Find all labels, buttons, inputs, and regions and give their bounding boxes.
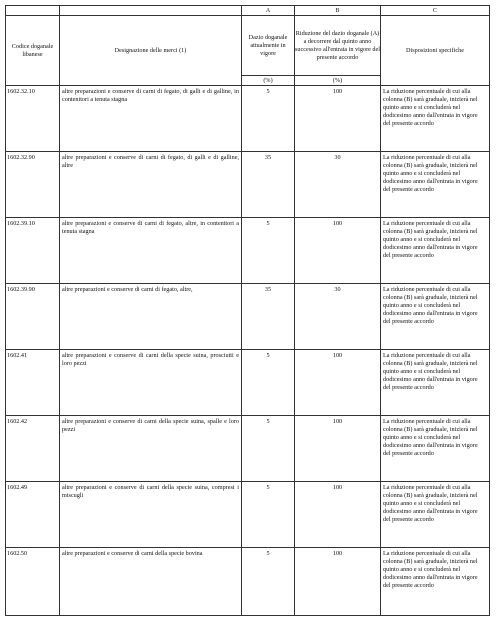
column-letter-b: B	[295, 6, 381, 16]
specific-provisions: La riduzione percentuale di cui alla colonna (B) sarà graduale, inizierà nel quinto anno e si concluderà nel dodicesimo anno dall'entrata in vigore del presente accordo	[381, 86, 490, 152]
table-row	[6, 416, 490, 482]
commodity-code: 1602.39.10	[6, 218, 60, 284]
duty-reduction: 30	[295, 152, 381, 218]
commodity-code: 1602.32.90	[6, 152, 60, 218]
duty-current: 5	[242, 86, 295, 152]
blank-cell	[60, 6, 242, 16]
unit-col-b: (%)	[295, 76, 381, 86]
specific-provisions: La riduzione percentuale di cui alla colonna (B) sarà graduale, inizierà nel quinto anno e si concluderà nel dodicesimo anno dall'entrata in vigore del presente accordo	[381, 416, 490, 482]
duty-reduction: 100	[295, 482, 381, 548]
duty-reduction: 100	[295, 416, 381, 482]
header-row	[6, 16, 490, 76]
duty-current: 5	[242, 218, 295, 284]
duty-reduction: 100	[295, 86, 381, 152]
header-col-b: Riduzione del dazio doganale (A) a decorrere dal quinto anno successivo all'entrata in vigore del presente accordo	[295, 16, 381, 76]
duty-current: 5	[242, 350, 295, 416]
duty-reduction: 100	[295, 350, 381, 416]
commodity-description: altre preparazioni e conserve di carni di fegato, altre, in contenitori a tenuta stagna	[60, 218, 242, 284]
column-letter-row	[6, 6, 490, 16]
table-row	[6, 218, 490, 284]
specific-provisions: La riduzione percentuale di cui alla colonna (B) sarà graduale, inizierà nel quinto anno e si concluderà nel dodicesimo anno dall'entrata in vigore del presente accordo	[381, 482, 490, 548]
column-letter-c: C	[381, 6, 490, 16]
specific-provisions: La riduzione percentuale di cui alla colonna (B) sarà graduale, inizierà nel quinto anno e si concluderà nel dodicesimo anno dall'entrata in vigore del presente accordo	[381, 152, 490, 218]
specific-provisions: La riduzione percentuale di cui alla colonna (B) sarà graduale, inizierà nel quinto anno e si concluderà nel dodicesimo anno dall'entrata in vigore del presente accordo	[381, 548, 490, 616]
commodity-description: altre preparazioni e conserve di carni della specie suina, compresi i miscugli	[60, 482, 242, 548]
specific-provisions: La riduzione percentuale di cui alla colonna (B) sarà graduale, inizierà nel quinto anno e si concluderà nel dodicesimo anno dall'entrata in vigore del presente accordo	[381, 350, 490, 416]
tariff-table-body	[6, 6, 490, 616]
table-row	[6, 284, 490, 350]
commodity-description: altre preparazioni e conserve di carni di fegato, altre,	[60, 284, 242, 350]
header-description: Designazione delle merci (1)	[60, 16, 242, 86]
commodity-description: altre preparazioni e conserve di carni della specie suina, spalle e loro pezzi	[60, 416, 242, 482]
tariff-table	[5, 5, 490, 616]
table-row	[6, 152, 490, 218]
commodity-code: 1602.50	[6, 548, 60, 616]
duty-reduction: 100	[295, 218, 381, 284]
commodity-description: altre preparazioni e conserve di carni di fegato, di galli e di galline, altre	[60, 152, 242, 218]
duty-current: 5	[242, 482, 295, 548]
specific-provisions: La riduzione percentuale di cui alla colonna (B) sarà graduale, inizierà nel quinto anno e si concluderà nel dodicesimo anno dall'entrata in vigore del presente accordo	[381, 218, 490, 284]
commodity-code: 1602.39.90	[6, 284, 60, 350]
table-row	[6, 482, 490, 548]
table-row	[6, 548, 490, 616]
commodity-code: 1602.32.10	[6, 86, 60, 152]
commodity-code: 1602.49	[6, 482, 60, 548]
header-col-a: Dazio doganale attualmente in vigore	[242, 16, 295, 76]
duty-reduction: 100	[295, 548, 381, 616]
blank-cell	[6, 6, 60, 16]
header-code: Codice doganale libanese	[6, 16, 60, 86]
duty-current: 35	[242, 284, 295, 350]
header-col-c: Disposizioni specifiche	[381, 16, 490, 86]
specific-provisions: La riduzione percentuale di cui alla colonna (B) sarà graduale, inizierà nel quinto anno e si concluderà nel dodicesimo anno dall'entrata in vigore del presente accordo	[381, 284, 490, 350]
commodity-code: 1602.41	[6, 350, 60, 416]
duty-current: 5	[242, 416, 295, 482]
duty-current: 35	[242, 152, 295, 218]
table-row	[6, 350, 490, 416]
document-page	[5, 5, 490, 616]
duty-reduction: 30	[295, 284, 381, 350]
table-row	[6, 86, 490, 152]
duty-current: 5	[242, 548, 295, 616]
commodity-description: altre preparazioni e conserve di carni della specie suina, prosciutti e loro pezzi	[60, 350, 242, 416]
unit-col-a: (%)	[242, 76, 295, 86]
commodity-code: 1602.42	[6, 416, 60, 482]
column-letter-a: A	[242, 6, 295, 16]
commodity-description: altre preparazioni e conserve di carni di fegato, di galli e di galline, in contenitori a tenuta stagna	[60, 86, 242, 152]
commodity-description: altre preparazioni e conserve di carni della specie bovina	[60, 548, 242, 616]
